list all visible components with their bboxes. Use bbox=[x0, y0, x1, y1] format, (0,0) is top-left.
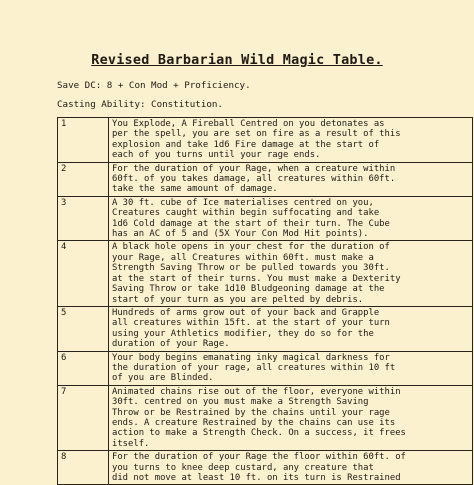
effect-cell bbox=[109, 351, 473, 385]
effect-line: you turns to knee deep custard, any creature that bbox=[112, 462, 374, 473]
effect-line: Saving Throw or take 1d10 Bludgeoning damage at the bbox=[112, 284, 385, 295]
effect-line: at the start of their turns. You must make a Dexterity bbox=[112, 273, 401, 284]
effect-cell bbox=[109, 306, 473, 351]
table-row bbox=[58, 241, 473, 306]
wild-magic-table bbox=[57, 117, 473, 485]
table-row bbox=[58, 385, 473, 450]
row-number: 2 bbox=[58, 162, 109, 196]
row-number: 8 bbox=[58, 451, 109, 485]
row-number: 4 bbox=[58, 241, 109, 306]
effect-line: of you are Blinded. bbox=[112, 373, 214, 384]
effect-cell bbox=[109, 241, 473, 306]
effect-cell bbox=[109, 162, 473, 196]
effect-line: For the duration of your Rage, when a creature within bbox=[112, 163, 396, 174]
row-number: 3 bbox=[58, 196, 109, 241]
effect-line: Animated chains rise out of the floor, everyone within bbox=[112, 386, 401, 397]
effect-line: 60ft. of you takes damage, all creatures within 60ft. bbox=[112, 174, 396, 185]
effect-line: did not move at least 10 ft. on its turn is Restrained bbox=[112, 473, 401, 483]
effect-line: Hundreds of arms grow out of your back and Grapple bbox=[112, 307, 380, 318]
table-row bbox=[58, 196, 473, 241]
row-number: 7 bbox=[58, 385, 109, 450]
effect-line: has an AC of 5 and (5X Your Con Mod Hit points). bbox=[112, 229, 369, 240]
effect-line: per the spell, you are set on fire as a result of this bbox=[112, 129, 401, 140]
effect-line: Creatures caught within begin suffocating and take bbox=[112, 208, 380, 219]
effect-line: the duration of your rage, all creatures within 10 ft bbox=[112, 362, 396, 373]
effect-line: Throw or be Restrained by the chains until your rage bbox=[112, 407, 390, 418]
effect-line: take the same amount of damage. bbox=[112, 184, 278, 195]
effect-line: using your Athletics modifier, they do so for the bbox=[112, 328, 374, 339]
effect-line: explosion and take 1d6 Fire damage at the start of bbox=[112, 139, 380, 150]
effect-line: A 30 ft. cube of Ice materialises centred on you, bbox=[112, 197, 374, 208]
effect-cell bbox=[109, 385, 473, 450]
effect-line: ends. A creature Restrained by the chains can use its bbox=[112, 417, 396, 428]
effect-line: each of you turns until your rage ends. bbox=[112, 150, 321, 161]
effect-line: 30ft. centred on you must make a Strength Saving bbox=[112, 397, 369, 408]
effect-cell bbox=[109, 118, 473, 163]
table-row bbox=[58, 451, 473, 485]
effect-line: 1d6 Cold damage at the start of their turn. The Cube bbox=[112, 218, 390, 229]
save-dc-line: Save DC: 8 + Con Mod + Proficiency. bbox=[57, 80, 251, 91]
effect-line: Your body begins emanating inky magical darkness for bbox=[112, 352, 390, 363]
effect-line: itself. bbox=[112, 438, 150, 449]
effect-cell bbox=[109, 451, 473, 485]
casting-ability-line: Casting Ability: Constitution. bbox=[57, 99, 223, 110]
row-number: 1 bbox=[58, 118, 109, 163]
effect-cell bbox=[109, 196, 473, 241]
document-title: Revised Barbarian Wild Magic Table. bbox=[91, 52, 383, 68]
wild-magic-table-body bbox=[58, 118, 473, 485]
row-number: 6 bbox=[58, 351, 109, 385]
row-number: 5 bbox=[58, 306, 109, 351]
effect-line: Strength Saving Throw or be pulled towards you 30ft. bbox=[112, 263, 390, 274]
effect-line: start of your turn as you are pelted by debris. bbox=[112, 294, 364, 305]
table-row bbox=[58, 162, 473, 196]
effect-line: all creatures within 15ft. at the start of your turn bbox=[112, 318, 390, 329]
effect-line: You Explode, A Fireball Centred on you detonates as bbox=[112, 119, 385, 129]
effect-line: For the duration of your Rage the floor within 60ft. of bbox=[112, 452, 406, 463]
effect-line: A black hole opens in your chest for the duration of bbox=[112, 242, 390, 253]
table-row bbox=[58, 306, 473, 351]
table-row bbox=[58, 118, 473, 163]
effect-line: action to make a Strength Check. On a success, it frees bbox=[112, 428, 406, 439]
effect-line: duration of your Rage. bbox=[112, 339, 230, 350]
table-row bbox=[58, 351, 473, 385]
effect-line: your Rage, all Creatures within 60ft. must make a bbox=[112, 252, 374, 263]
